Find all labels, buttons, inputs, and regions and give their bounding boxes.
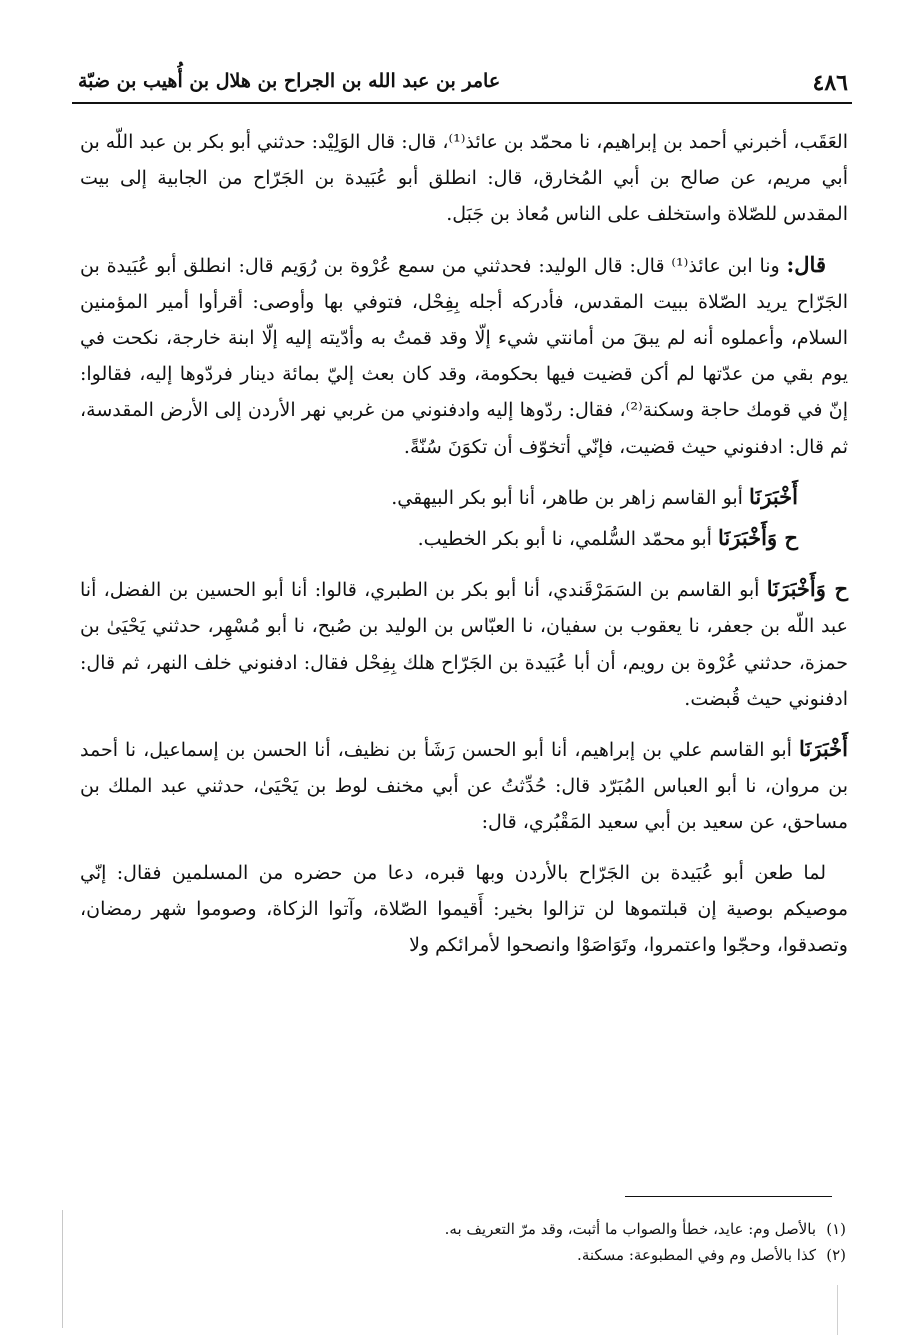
paragraph-text: لما طعن أبو عُبَيدة بن الجَرّاح بالأردن وبها قبره، دعا من حضره من المسلمين فقال: إنّي موصيكم بوصية إن قبلتموها لن تزالوا بخير: أَقيموا الصّلاة، وآتوا الزكاة، وصوموا شهر رمضان، وتصدقوا، وحجّوا واعتمروا، وتَوَاصَوْا وانصحوا لأمرائكم ولا (80, 861, 848, 957)
paragraph-text: أبو القاسم بن السَمَرْقَندي، أنا أبو بكر بن الطبري، قالوا: أنا أبو الحسين بن الفضل، أنا عبد اللّه بن جعفر، نا يعقوب بن سفيان، نا العبّاس بن الوليد بن صُبح، نا أبو مُسْهِر، حدثني يَحْيَىٰ بن حمزة، حدثني عُرْوة بن رويم، أن أبا عُبَيدة بن الجَرّاح هلك بِفِحْل فقال: ادفنوني خلف النهر، ثم قال: ادفنوني حيث قُبضت. (80, 579, 848, 710)
paragraph-1 (80, 124, 848, 233)
paragraph-text: العَقَب، أخبرني أحمد بن إبراهيم، نا محمّد بن عائذ⁽¹⁾، قال: قال الوَلِيْد: حدثني أبو بكر بن عبد اللّه بن أبي مريم، عن صالح بن أبي المُخارق، قال: انطلق أبو عُبَيدة بن الجَرّاح من الجابية إلى بيت المقدس للصّلاة واستخلف على الناس مُعاذ بن جَبَل. (80, 131, 848, 226)
paragraph-lead: قال: (786, 251, 826, 277)
footnote-rule (625, 1196, 832, 1197)
paragraph-text: أبو القاسم زاهر بن طاهر، أنا أبو بكر البيهقي. (391, 486, 743, 509)
main-text (80, 124, 848, 977)
footnote-mark: (٢) (826, 1246, 846, 1264)
page-number: ٤٨٦ (812, 70, 848, 96)
paragraph-4 (80, 520, 848, 557)
paragraph-3 (80, 479, 848, 516)
footnote-1 (80, 1216, 846, 1242)
paragraph-lead: أَخْبَرَنَا (799, 736, 848, 762)
paragraph-text: ونا ابن عائذ⁽¹⁾ قال: قال الوليد: فحدثني من سمع عُرْوة بن رُوَيم قال: انطلق أبو عُبَيدة بن الجَرّاح يريد الصّلاة ببيت المقدس، فأدركه أجله بِفِحْل، فتوفي بها وأوصى: أقرأوا أمير المؤمنين السلام، وأعملوه أنه لم يبقَ من أمانتي شيء إلّا وقد قمتُ به وأدّيته إليه إلّا ابنة خارجة، نكحت في يوم بقي من عدّتها لم أكن قضيت فيها بحكومة، وقد كان بعث إليّ بمائة دينار فردّوها إليه، فقالوا: إنّ في قومك حاجة وسكنة⁽²⁾، فقال: ردّوها إليه وادفنوني من غربي نهر الأردن إلى الأرض المقدسة، ثم قال: ادفنوني حيث قضيت، فإنّي أتخوّف أن تكوَنَ سُنّةً. (80, 254, 849, 458)
paragraph-lead: ح وَأَخْبَرَنَا (766, 576, 848, 602)
footnote-2 (80, 1242, 846, 1268)
paragraph-5 (80, 571, 848, 717)
running-title: عامر بن عبد الله بن الجراح بن هلال بن أُهيب بن ضبّة (78, 70, 501, 92)
page-header (78, 66, 848, 100)
paragraph-text: أبو محمّد السُّلمي، نا أبو بكر الخطيب. (417, 528, 712, 551)
footnote-text: كذا بالأصل وم وفي المطبوعة: مسكنة. (577, 1246, 816, 1264)
paragraph-6 (80, 731, 848, 841)
footnote-text: بالأصل وم: عايد، خطأ والصواب ما أثبت، وقد مرّ التعريف به. (444, 1220, 816, 1238)
footnote-mark: (١) (826, 1220, 846, 1238)
scan-margin-line (62, 1210, 63, 1328)
scan-margin-line (837, 1285, 838, 1335)
header-rule (72, 102, 852, 104)
paragraph-2 (80, 247, 848, 465)
paragraph-7 (80, 855, 848, 964)
paragraph-text: أبو القاسم علي بن إبراهيم، أنا أبو الحسن رَشَأ بن نظيف، أنا الحسن بن إسماعيل، نا أحمد بن مروان، نا أبو العباس المُبَرّد قال: حُدِّثتُ عن أبي مخنف لوط بن يَحْيَىٰ، حدثني عبد الملك بن مساحق، عن سعيد بن أبي سعيد المَقْبُري، قال: (80, 739, 848, 834)
footnotes (80, 1216, 846, 1268)
paragraph-lead: أَخْبَرَنَا (749, 483, 798, 509)
paragraph-lead: ح وَأَخْبَرَنَا (718, 525, 798, 551)
